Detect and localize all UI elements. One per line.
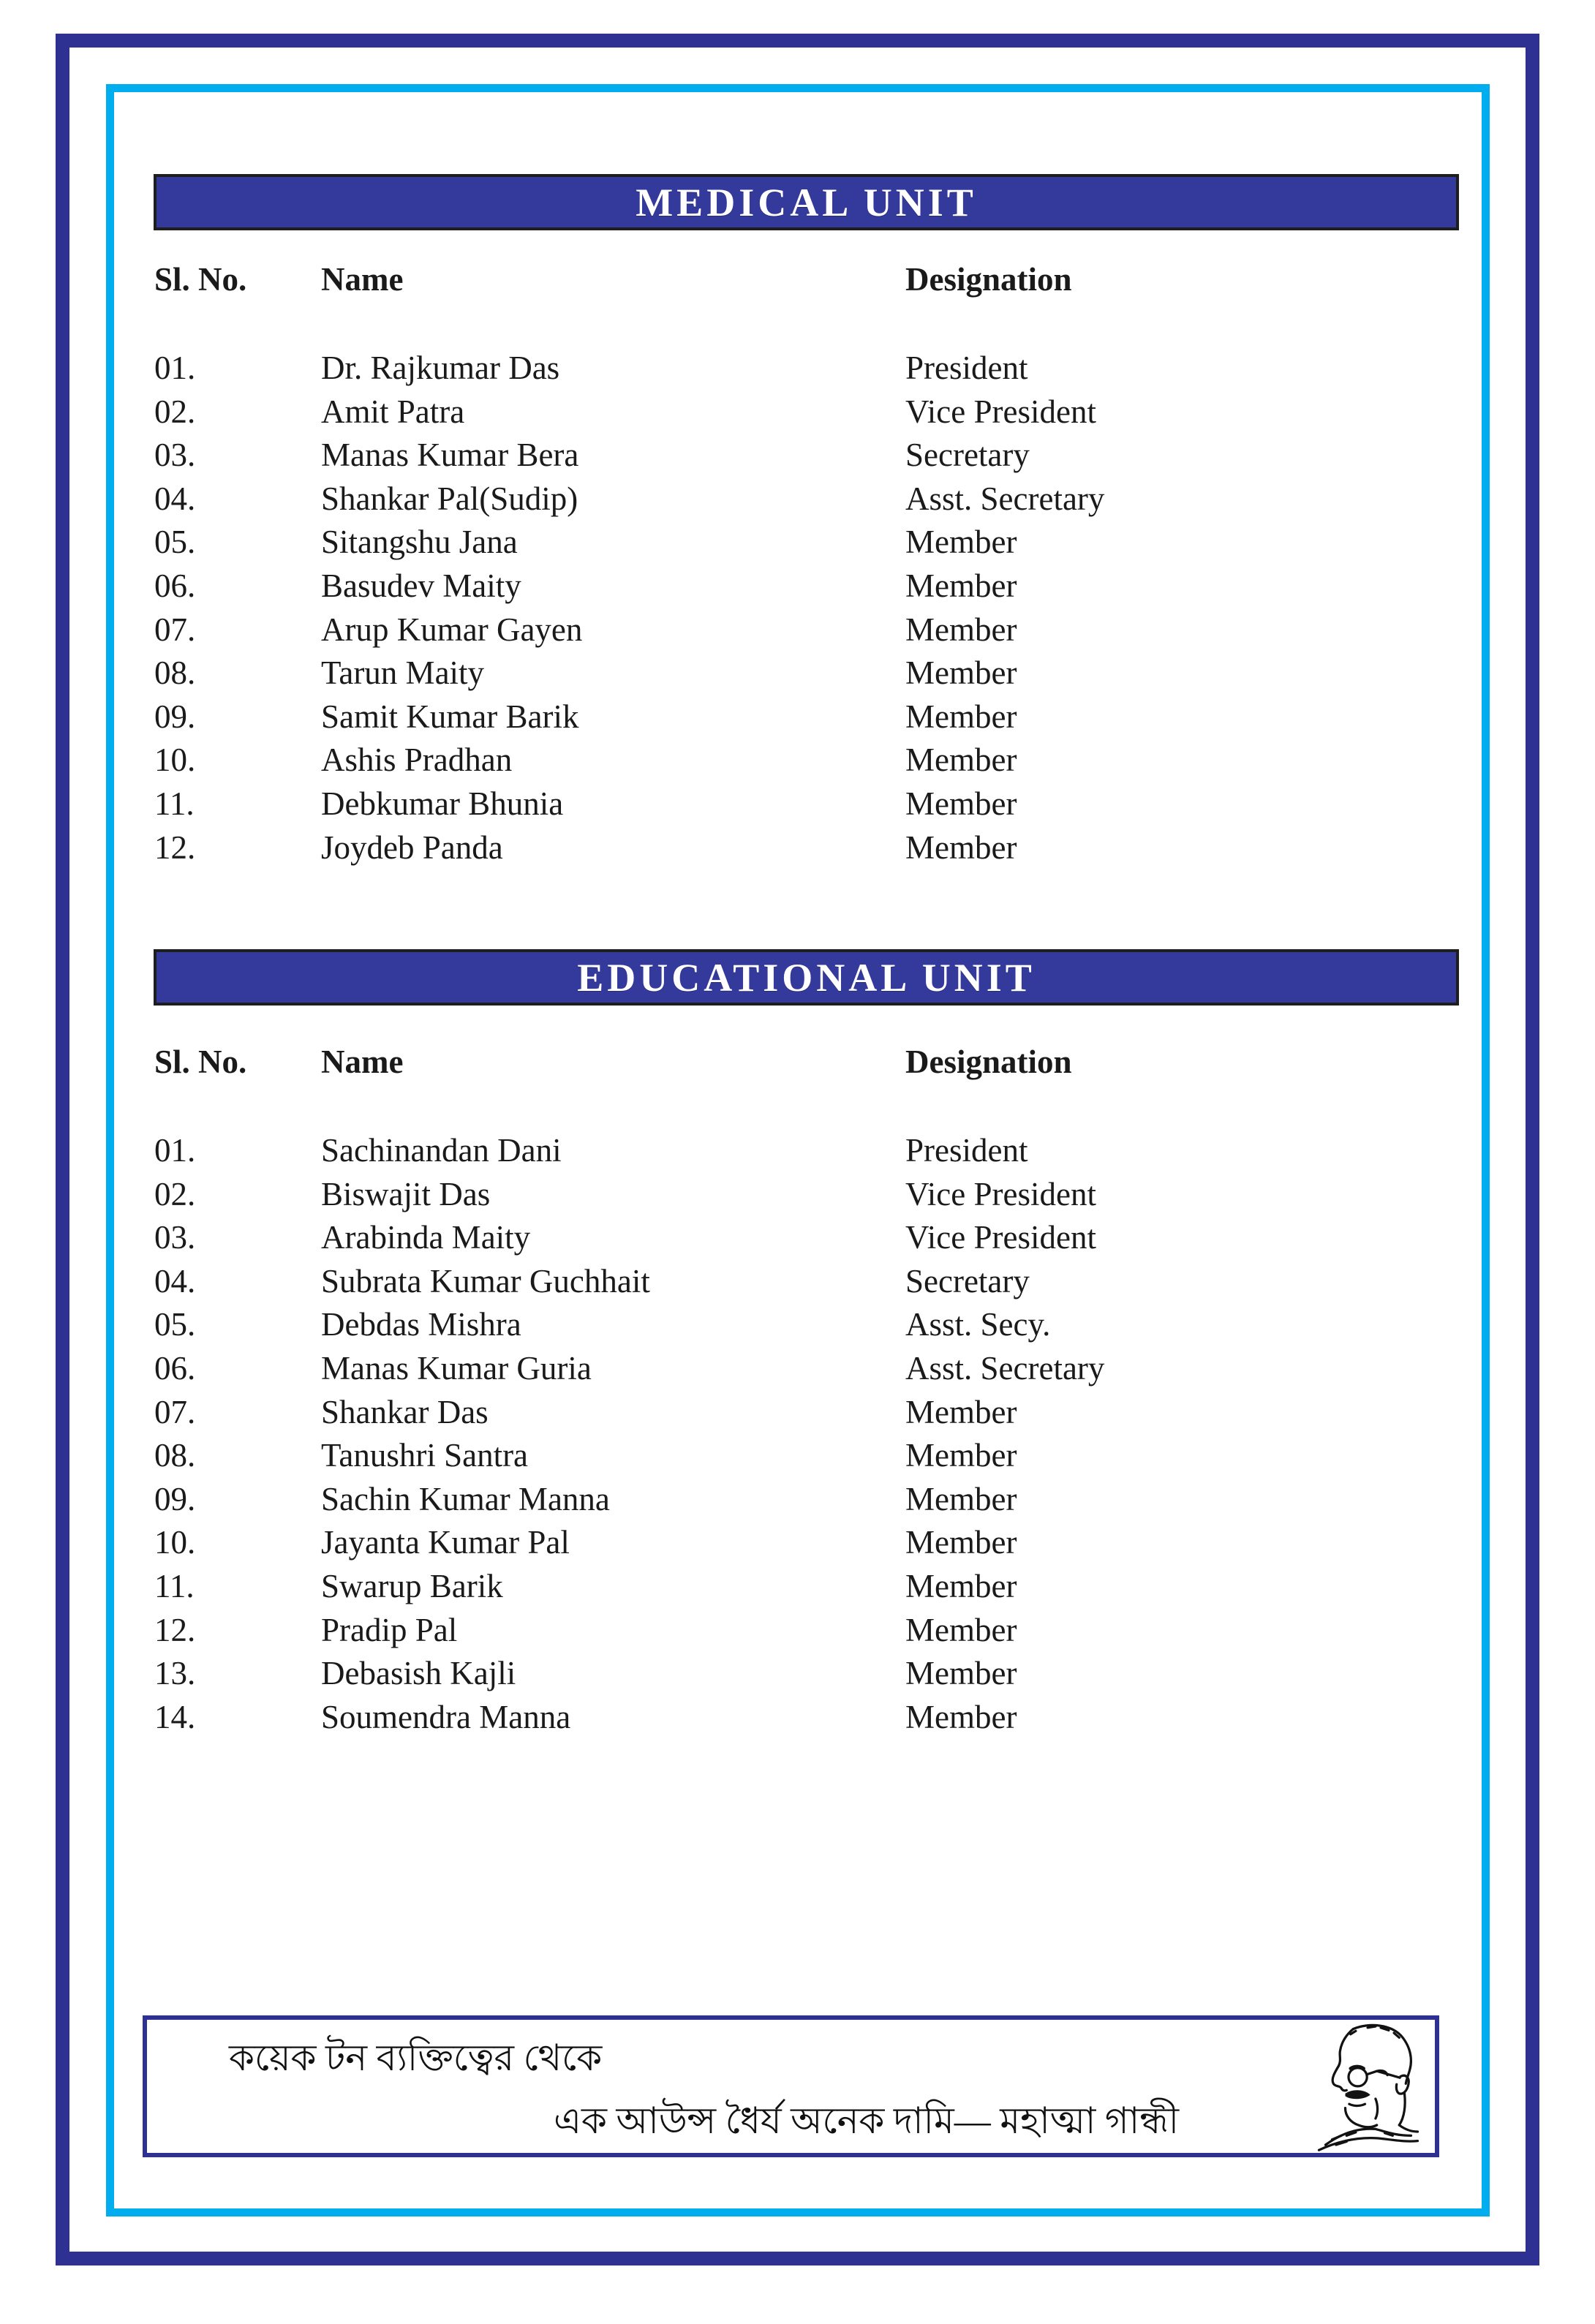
cell-designation: Member xyxy=(905,1655,1017,1692)
cell-sl: 13. xyxy=(154,1655,196,1692)
cell-designation: Member xyxy=(905,524,1017,561)
table-row xyxy=(154,1434,1482,1478)
cell-sl: 03. xyxy=(154,437,196,474)
table-row xyxy=(154,782,1482,826)
cell-name: Sachin Kumar Manna xyxy=(321,1480,610,1517)
cell-sl: 12. xyxy=(154,1611,196,1648)
cell-sl: 03. xyxy=(154,1219,196,1256)
cell-sl: 01. xyxy=(154,350,196,386)
cell-designation: President xyxy=(905,350,1028,386)
cell-sl: 06. xyxy=(154,567,196,604)
table-row xyxy=(154,347,1482,391)
cell-name: Subrata Kumar Guchhait xyxy=(321,1262,650,1299)
cell-name: Debasish Kajli xyxy=(321,1655,516,1692)
cell-name: Sitangshu Jana xyxy=(321,524,518,561)
cell-designation: Member xyxy=(905,611,1017,648)
cell-name: Dr. Rajkumar Das xyxy=(321,350,560,386)
column-header-name: Name xyxy=(321,1044,404,1080)
cell-designation: Member xyxy=(905,1698,1017,1735)
cell-sl: 06. xyxy=(154,1349,196,1387)
cell-name: Basudev Maity xyxy=(321,567,521,604)
table-row xyxy=(154,1129,1482,1173)
column-header-designation: Designation xyxy=(905,261,1072,298)
cell-designation: Asst. Secy. xyxy=(905,1306,1051,1343)
cell-name: Manas Kumar Guria xyxy=(321,1349,592,1387)
cell-name: Debdas Mishra xyxy=(321,1306,521,1343)
table-row xyxy=(154,1521,1482,1565)
cell-designation: Asst. Secretary xyxy=(905,1349,1105,1387)
cell-designation: Asst. Secretary xyxy=(905,480,1105,517)
educational-unit-banner xyxy=(154,949,1459,1006)
cell-sl: 05. xyxy=(154,524,196,561)
cell-designation: Vice President xyxy=(905,1219,1096,1256)
cell-sl: 01. xyxy=(154,1132,196,1169)
cell-designation: Member xyxy=(905,1524,1017,1561)
column-header-sl-no: Sl. No. xyxy=(154,1044,247,1080)
quote-line-2: এক আউন্স ধৈর্য অনেক দামি— মহাত্মা গান্ধী xyxy=(554,2100,1180,2141)
educational-table-body xyxy=(154,1129,1482,1739)
cell-name: Joydeb Panda xyxy=(321,829,503,866)
cell-designation: Member xyxy=(905,1480,1017,1517)
table-row xyxy=(154,608,1482,652)
quote-line-1: কয়েক টন ব্যক্তিত্বের থেকে xyxy=(229,2037,603,2078)
table-row xyxy=(154,565,1482,608)
cell-name: Tanushri Santra xyxy=(321,1437,529,1474)
cell-name: Arup Kumar Gayen xyxy=(321,611,583,648)
cell-sl: 08. xyxy=(154,654,196,692)
cell-name: Tarun Maity xyxy=(321,654,485,692)
cell-sl: 10. xyxy=(154,1524,196,1561)
cell-sl: 14. xyxy=(154,1698,196,1735)
table-row xyxy=(154,1391,1482,1435)
cell-name: Jayanta Kumar Pal xyxy=(321,1524,570,1561)
table-row xyxy=(154,695,1482,739)
medical-unit-banner xyxy=(154,174,1459,230)
table-row xyxy=(154,1696,1482,1740)
cell-sl: 02. xyxy=(154,1175,196,1212)
cell-designation: Vice President xyxy=(905,393,1096,430)
table-row xyxy=(154,1216,1482,1260)
table-row xyxy=(154,1173,1482,1217)
cell-sl: 07. xyxy=(154,1393,196,1430)
cell-name: Samit Kumar Barik xyxy=(321,698,579,735)
table-row xyxy=(154,1652,1482,1696)
cell-sl: 08. xyxy=(154,1437,196,1474)
quote-box xyxy=(143,2015,1439,2157)
cell-name: Ashis Pradhan xyxy=(321,742,513,779)
educational-unit-title: EDUCATIONAL UNIT xyxy=(577,955,1036,1000)
cell-sl: 07. xyxy=(154,611,196,648)
table-row xyxy=(154,521,1482,565)
cell-designation: Member xyxy=(905,1393,1017,1430)
column-header-name: Name xyxy=(321,261,404,298)
table-row xyxy=(154,652,1482,695)
cell-designation: Secretary xyxy=(905,1262,1030,1299)
table-row xyxy=(154,391,1482,434)
cell-designation: Member xyxy=(905,1567,1017,1604)
cell-name: Manas Kumar Bera xyxy=(321,437,579,474)
medical-unit-title: MEDICAL UNIT xyxy=(636,180,977,225)
gandhi-portrait-icon xyxy=(1309,2020,1428,2151)
cell-sl: 12. xyxy=(154,829,196,866)
table-row xyxy=(154,1609,1482,1653)
cell-sl: 04. xyxy=(154,1262,196,1299)
cell-name: Shankar Das xyxy=(321,1393,489,1430)
cell-name: Arabinda Maity xyxy=(321,1219,531,1256)
cell-name: Soumendra Manna xyxy=(321,1698,571,1735)
table-row xyxy=(154,739,1482,782)
table-row xyxy=(154,1478,1482,1522)
column-header-designation: Designation xyxy=(905,1044,1072,1080)
cell-sl: 04. xyxy=(154,480,196,517)
table-row xyxy=(154,1347,1482,1391)
cell-designation: Member xyxy=(905,742,1017,779)
table-row xyxy=(154,1565,1482,1609)
educational-table-header xyxy=(154,1043,1482,1081)
cell-sl: 11. xyxy=(154,1567,195,1604)
table-row xyxy=(154,1260,1482,1304)
cell-sl: 05. xyxy=(154,1306,196,1343)
table-row xyxy=(154,1303,1482,1347)
table-row xyxy=(154,434,1482,478)
table-row xyxy=(154,478,1482,521)
cell-sl: 11. xyxy=(154,785,195,822)
cell-name: Swarup Barik xyxy=(321,1567,503,1604)
cell-designation: Member xyxy=(905,567,1017,604)
cell-designation: Member xyxy=(905,785,1017,822)
cell-designation: Vice President xyxy=(905,1175,1096,1212)
medical-table-body xyxy=(154,347,1482,869)
cell-designation: Member xyxy=(905,654,1017,692)
cell-name: Sachinandan Dani xyxy=(321,1132,562,1169)
medical-table-header xyxy=(154,260,1482,298)
cell-sl: 10. xyxy=(154,742,196,779)
cell-designation: Secretary xyxy=(905,437,1030,474)
column-header-sl-no: Sl. No. xyxy=(154,261,247,298)
cell-sl: 09. xyxy=(154,698,196,735)
cell-name: Biswajit Das xyxy=(321,1175,491,1212)
cell-designation: President xyxy=(905,1132,1028,1169)
cell-designation: Member xyxy=(905,698,1017,735)
cell-name: Shankar Pal(Sudip) xyxy=(321,480,578,517)
cell-name: Pradip Pal xyxy=(321,1611,458,1648)
cell-sl: 02. xyxy=(154,393,196,430)
cell-sl: 09. xyxy=(154,1480,196,1517)
cell-designation: Member xyxy=(905,829,1017,866)
cell-name: Debkumar Bhunia xyxy=(321,785,564,822)
cell-designation: Member xyxy=(905,1437,1017,1474)
cell-name: Amit Patra xyxy=(321,393,465,430)
cell-designation: Member xyxy=(905,1611,1017,1648)
table-row xyxy=(154,826,1482,870)
